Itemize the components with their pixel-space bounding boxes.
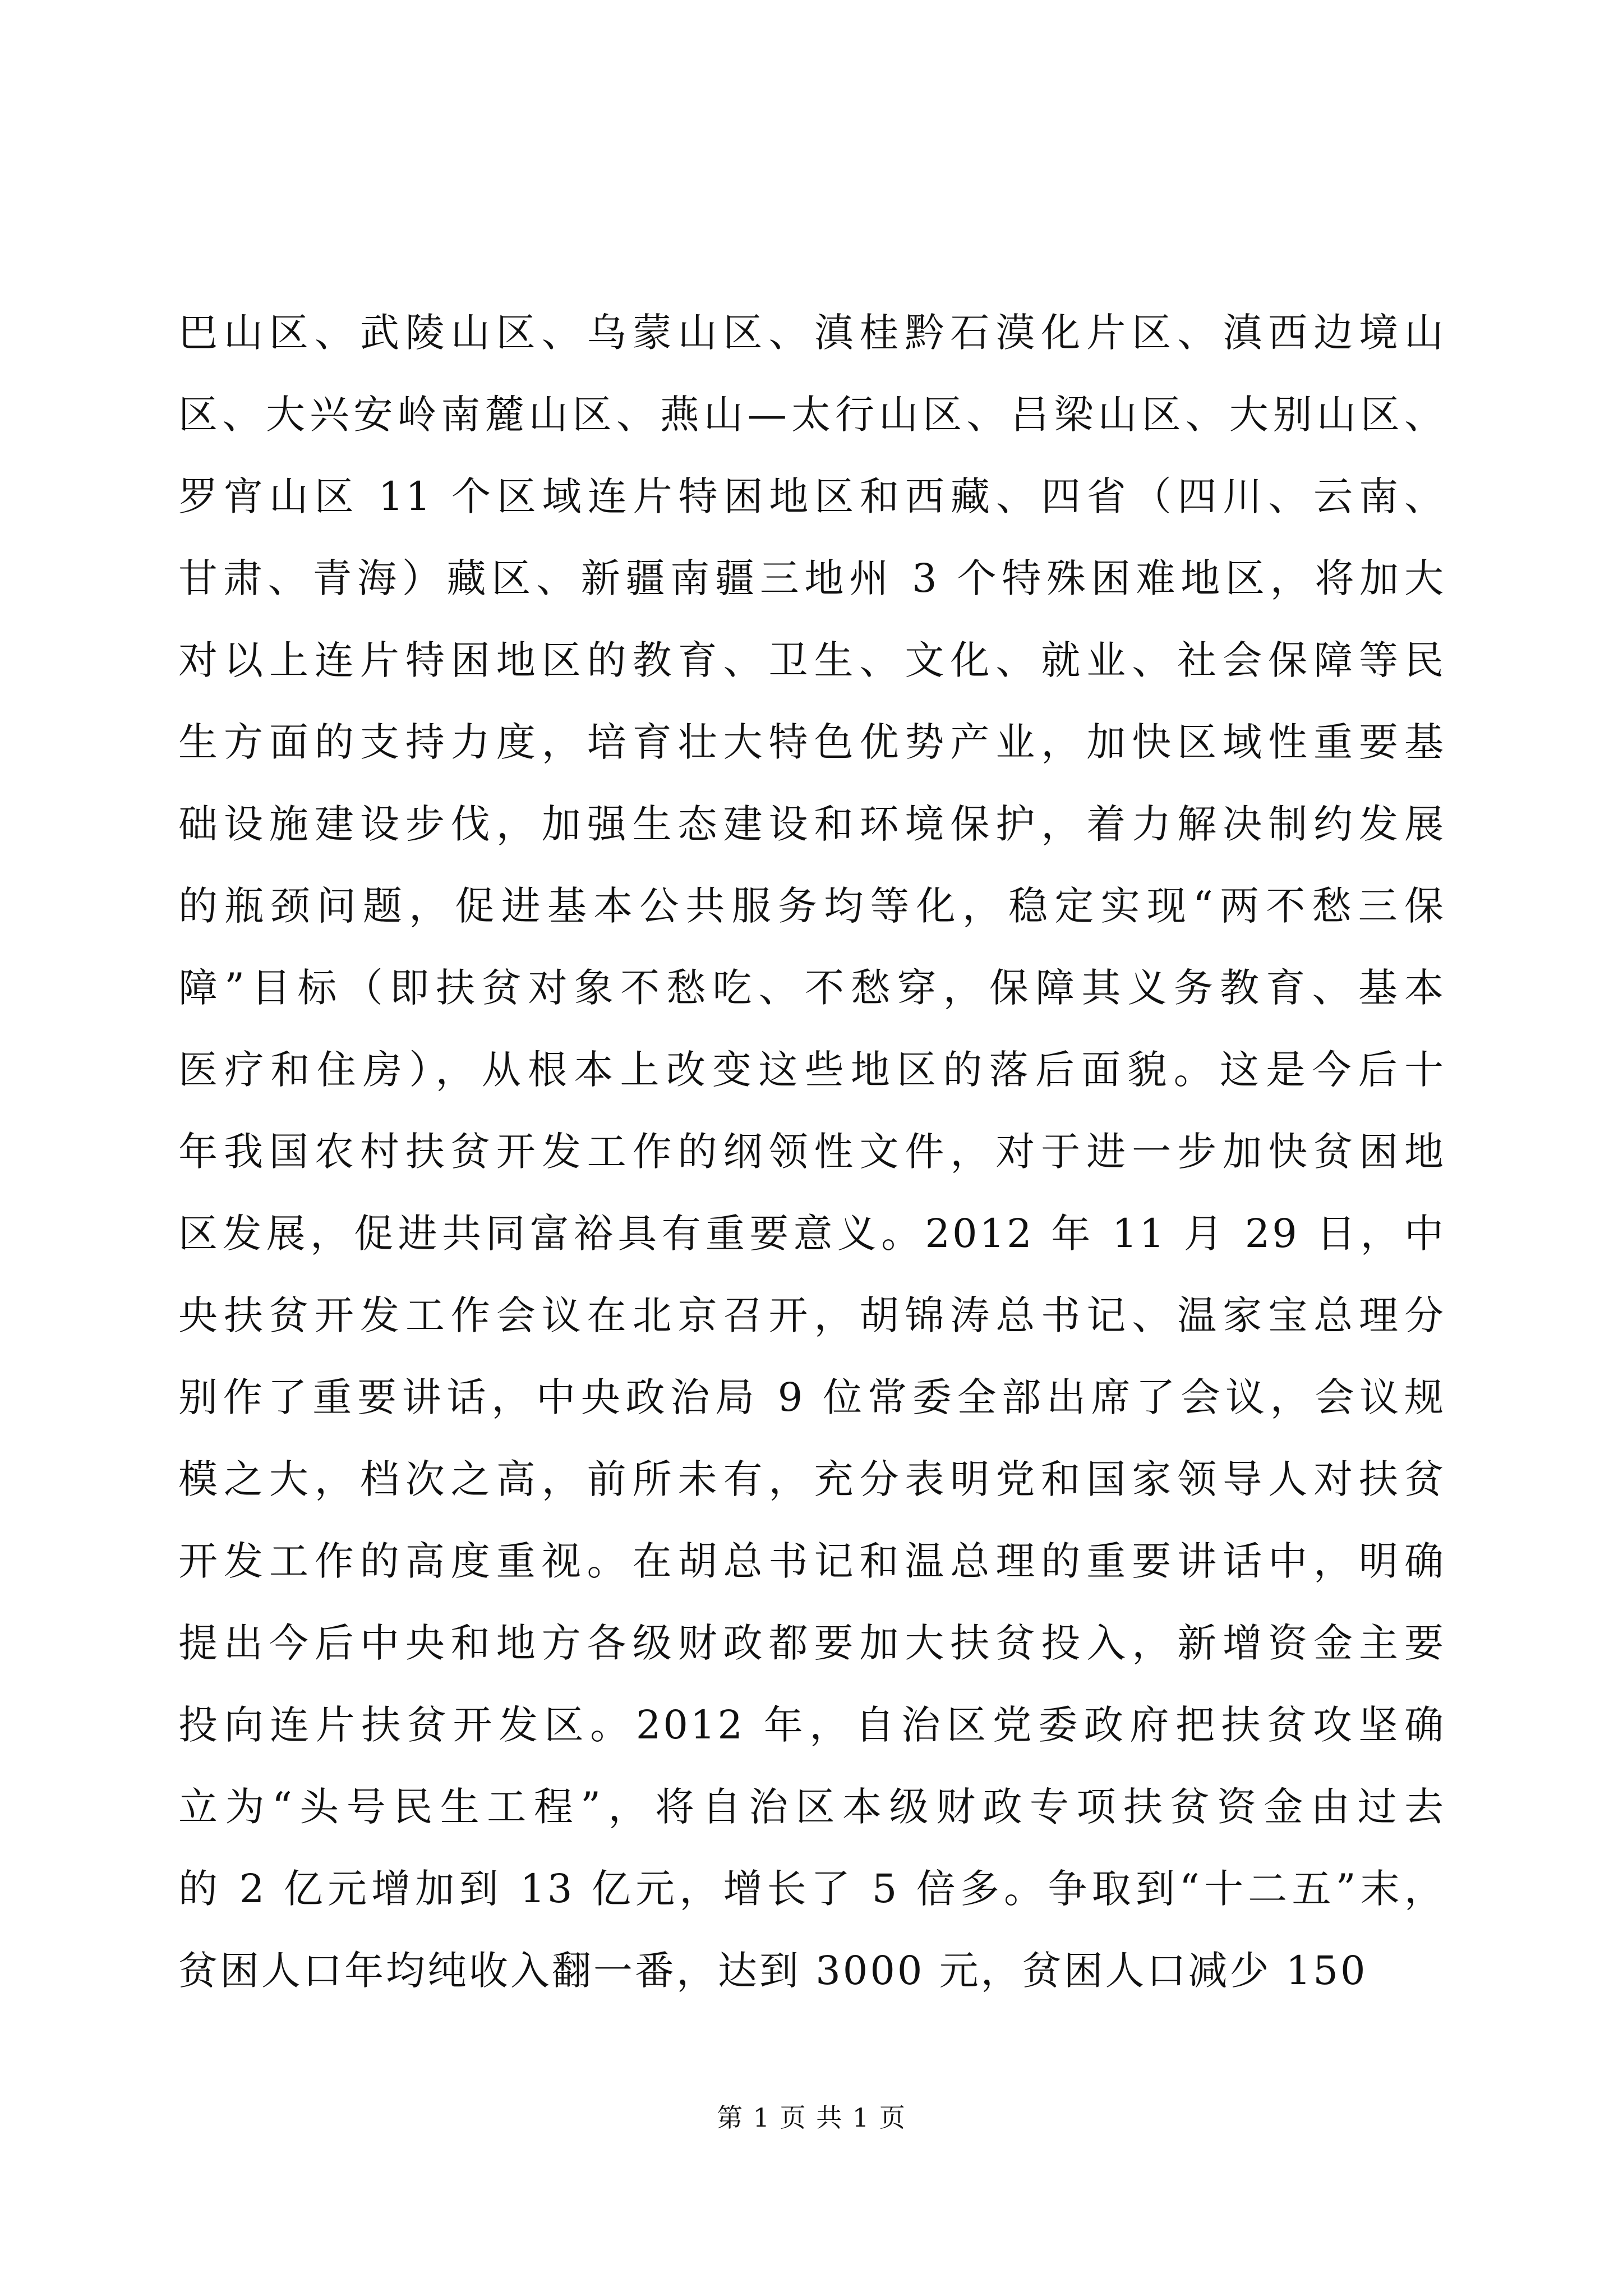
text-line: 投向连片扶贫开发区。2012 年，自治区党委政府把扶贫攻坚确 — [178, 1702, 1446, 1748]
text-line: 年我国农村扶贫开发工作的纲领性文件，对于进一步加快贫困地 — [178, 1129, 1446, 1175]
page-footer: 第 1 页 共 1 页 — [717, 2102, 906, 2133]
text-line: 开发工作的高度重视。在胡总书记和温总理的重要讲话中，明确 — [178, 1538, 1446, 1584]
text-line: 础设施建设步伐，加强生态建设和环境保护，着力解决制约发展 — [178, 801, 1446, 847]
text-line: 贫困人口年均纯收入翻一番，达到 3000 元，贫困人口减少 150 — [178, 1948, 1368, 1994]
text-line: 区发展，促进共同富裕具有重要意义。2012 年 11 月 29 日，中 — [178, 1211, 1446, 1257]
text-line: 立为“头号民生工程”，将自治区本级财政专项扶贫资金由过去 — [178, 1784, 1446, 1830]
text-line: 区、大兴安岭南麓山区、燕山—太行山区、吕梁山区、大别山区、 — [178, 392, 1446, 438]
text-line: 生方面的支持力度，培育壮大特色优势产业，加快区域性重要基 — [178, 719, 1446, 765]
text-line: 提出今后中央和地方各级财政都要加大扶贫投入，新增资金主要 — [178, 1620, 1446, 1666]
text-line: 别作了重要讲话，中央政治局 9 位常委全部出席了会议，会议规 — [178, 1374, 1446, 1420]
text-line: 的瓶颈问题，促进基本公共服务均等化，稳定实现“两不愁三保 — [178, 883, 1446, 929]
text-line: 障”目标（即扶贫对象不愁吃、不愁穿，保障其义务教育、基本 — [178, 965, 1446, 1011]
text-line: 甘肃、青海）藏区、新疆南疆三地州 3 个特殊困难地区，将加大 — [178, 555, 1446, 601]
text-line: 对以上连片特困地区的教育、卫生、文化、就业、社会保障等民 — [178, 637, 1446, 683]
text-line: 罗宵山区 11 个区域连片特困地区和西藏、四省（四川、云南、 — [178, 473, 1446, 519]
text-line: 央扶贫开发工作会议在北京召开，胡锦涛总书记、温家宝总理分 — [178, 1292, 1446, 1338]
text-line: 模之大，档次之高，前所未有，充分表明党和国家领导人对扶贫 — [178, 1456, 1446, 1502]
text-line: 医疗和住房），从根本上改变这些地区的落后面貌。这是今后十 — [178, 1047, 1446, 1093]
text-line: 巴山区、武陵山区、乌蒙山区、滇桂黔石漠化片区、滇西边境山 — [178, 310, 1446, 356]
body-paragraph — [178, 292, 1446, 2012]
text-line: 的 2 亿元增加到 13 亿元，增长了 5 倍多。争取到“十二五”末， — [178, 1866, 1446, 1912]
